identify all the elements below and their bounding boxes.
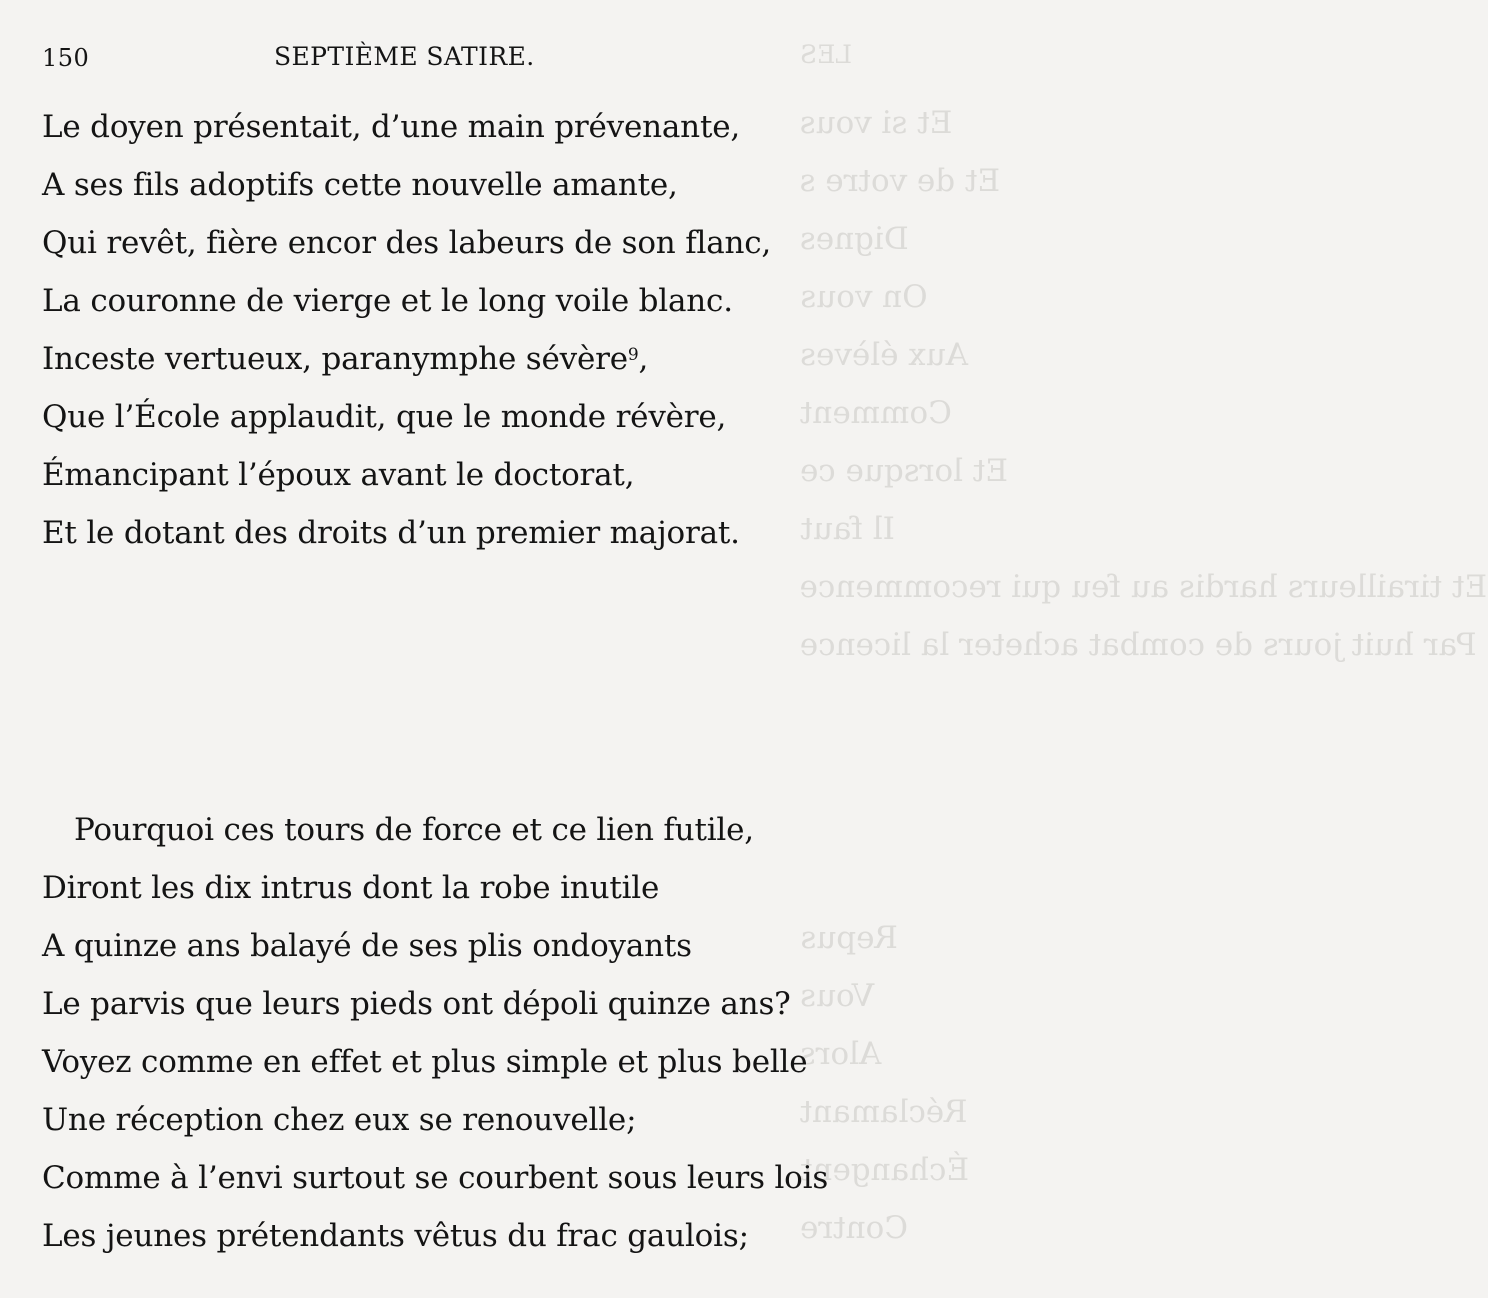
verse-line: Que l’École applaudit, que le monde révère, <box>42 399 727 435</box>
verse-line: La couronne de vierge et le long voile blanc. <box>42 283 733 319</box>
verse-line: Émancipant l’époux avant le doctorat, <box>42 457 635 493</box>
show-through-line: Échangent <box>800 1152 970 1188</box>
show-through-line: Réclamant <box>800 1094 968 1130</box>
show-through-line: Et de votre s <box>800 163 1001 199</box>
verse-line: Une réception chez eux se renouvelle; <box>42 1102 637 1138</box>
stanza-1 <box>42 98 782 562</box>
page-header <box>42 40 762 76</box>
show-through-line: Aux élèves <box>800 337 969 373</box>
show-through-line: Alors <box>800 1036 882 1072</box>
show-through-line: Dignes <box>800 221 909 257</box>
show-through-line: Par huit jours de combat acheter la licence <box>800 627 1477 663</box>
verse-line: A quinze ans balayé de ses plis ondoyants <box>42 928 692 964</box>
verse-line: Comme à l’envi surtout se courbent sous leurs lois <box>42 1160 829 1196</box>
verse-text: Inceste vertueux, paranymphe sévère <box>42 341 628 377</box>
stanza-2 <box>42 801 829 1265</box>
show-through-line: Il faut <box>800 511 895 547</box>
verse-line: A ses fils adoptifs cette nouvelle amante, <box>42 167 678 203</box>
show-through-line: Et lorsque ce <box>800 453 1008 489</box>
verse-line-with-footnote <box>42 330 782 388</box>
verse-line: Voyez comme en effet et plus simple et plus belle <box>42 1044 808 1080</box>
show-through-line: Comment <box>800 395 952 431</box>
show-through-line: Et tirailleurs hardis au feu qui recommence <box>800 569 1488 605</box>
page-number: 150 <box>42 44 90 72</box>
show-through-line: LES <box>800 40 852 69</box>
show-through-line: Contre <box>800 1210 908 1246</box>
verse-line: Les jeunes prétendants vêtus du frac gaulois; <box>42 1218 749 1254</box>
show-through-line: On vous <box>800 279 928 315</box>
show-through-line: Vous <box>800 978 875 1014</box>
verse-line: Le parvis que leurs pieds ont dépoli quinze ans? <box>42 986 791 1022</box>
verse-line: Le doyen présentait, d’une main prévenante, <box>42 109 740 145</box>
verse-line: Et le dotant des droits d’un premier majorat. <box>42 515 740 551</box>
verse-line: Diront les dix intrus dont la robe inutile <box>42 870 660 906</box>
show-through-line: Et si vous <box>800 105 953 141</box>
running-title: SEPTIÈME SATIRE. <box>274 42 535 71</box>
verse-line: Qui revêt, fière encor des labeurs de son flanc, <box>42 225 772 261</box>
verse-punctuation: , <box>638 341 649 377</box>
show-through-line: Repus <box>800 920 898 956</box>
footnote-marker: 9 <box>627 345 639 365</box>
verse-line: Pourquoi ces tours de force et ce lien futile, <box>74 812 754 848</box>
